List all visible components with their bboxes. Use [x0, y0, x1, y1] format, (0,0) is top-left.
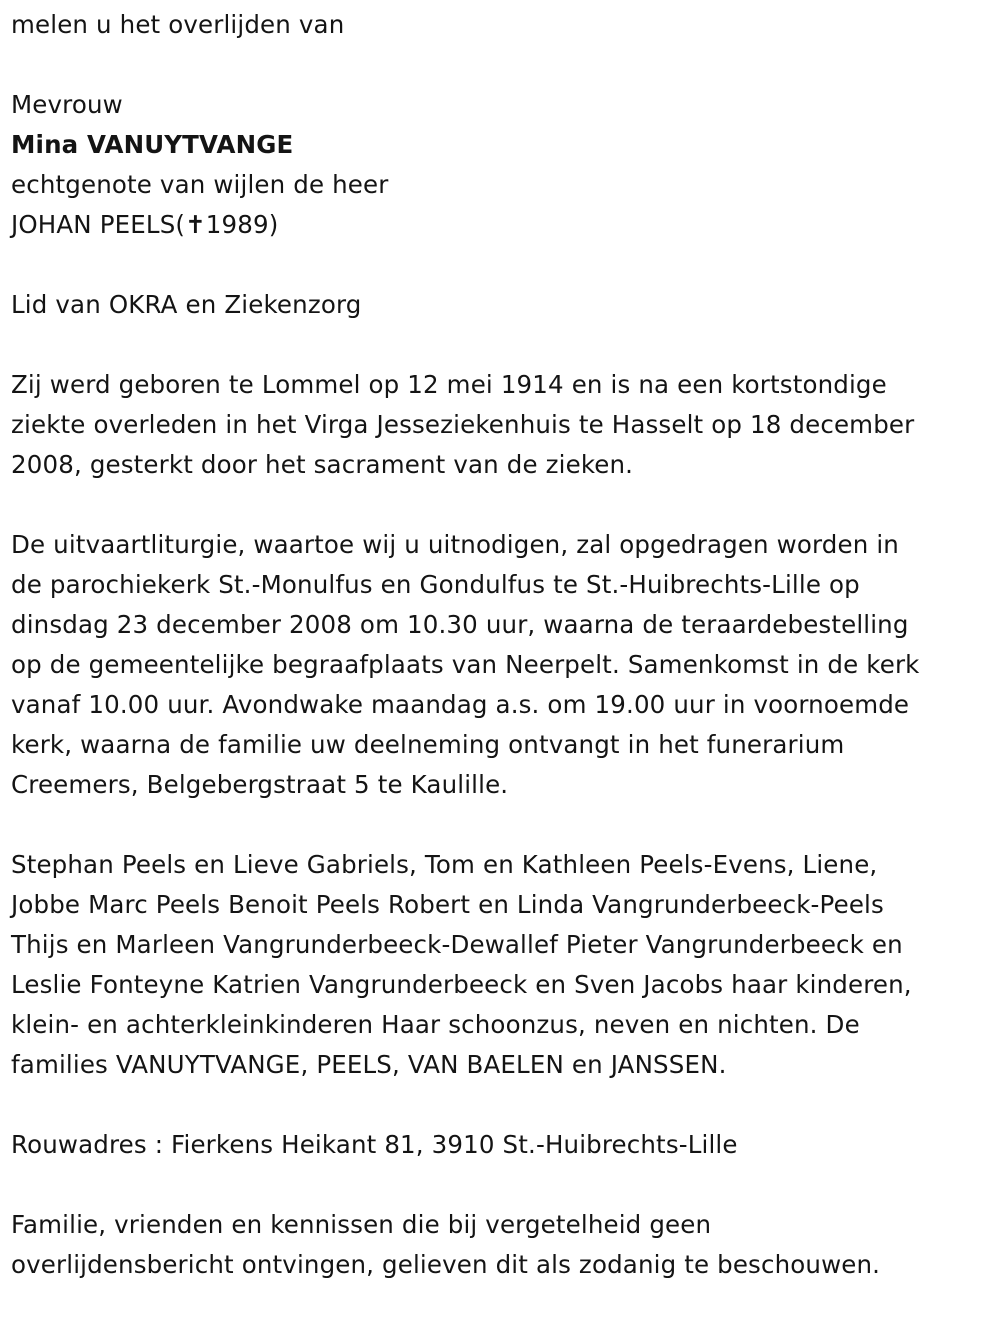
paragraph-line: klein- en achterkleinkinderen Haar schoonzus, neven en nichten. De [11, 1010, 860, 1039]
family-paragraph [11, 845, 989, 1085]
spouse-name: JOHAN PEELS(✝1989) [11, 210, 279, 239]
funeral-paragraph [11, 525, 989, 805]
spacer [11, 1165, 989, 1205]
spacer [11, 805, 989, 845]
paragraph-line: 2008, gesterkt door het sacrament van de zieken. [11, 450, 634, 479]
paragraph-line: Familie, vrienden en kennissen die bij vergetelheid geen [11, 1210, 712, 1239]
spacer [11, 325, 989, 365]
paragraph-line: vanaf 10.00 uur. Avondwake maandag a.s. om 19.00 uur in voornoemde [11, 690, 910, 719]
mourning-address: Rouwadres : Fierkens Heikant 81, 3910 St.-Huibrechts-Lille [11, 1130, 738, 1159]
paragraph-line: kerk, waarna de familie uw deelneming ontvangt in het funerarium [11, 730, 845, 759]
paragraph-line: dinsdag 23 december 2008 om 10.30 uur, waarna de teraardebestelling [11, 610, 909, 639]
paragraph-line: Jobbe Marc Peels Benoit Peels Robert en Linda Vangrunderbeeck-Peels [11, 890, 884, 919]
spouse-line: echtgenote van wijlen de heer [11, 170, 389, 199]
spacer [11, 1085, 989, 1125]
obituary-notice [11, 5, 989, 1285]
closing-paragraph [11, 1205, 989, 1285]
paragraph-line: op de gemeentelijke begraafplaats van Neerpelt. Samenkomst in de kerk [11, 650, 920, 679]
paragraph-line: de parochiekerk St.-Monulfus en Gondulfus te St.-Huibrechts-Lille op [11, 570, 860, 599]
paragraph-line: Creemers, Belgebergstraat 5 te Kaulille. [11, 770, 509, 799]
deceased-name: Mina VANUYTVANGE [11, 130, 294, 159]
paragraph-line: ziekte overleden in het Virga Jesseziekenhuis te Hasselt op 18 december [11, 410, 915, 439]
paragraph-line: families VANUYTVANGE, PEELS, VAN BAELEN en JANSSEN. [11, 1050, 727, 1079]
membership-line: Lid van OKRA en Ziekenzorg [11, 290, 362, 319]
paragraph-line: overlijdensbericht ontvingen, gelieven dit als zodanig te beschouwen. [11, 1250, 881, 1279]
salutation: Mevrouw [11, 90, 123, 119]
birth-death-paragraph [11, 365, 989, 485]
paragraph-line: Stephan Peels en Lieve Gabriels, Tom en Kathleen Peels-Evens, Liene, [11, 850, 878, 879]
paragraph-line: Thijs en Marleen Vangrunderbeeck-Dewallef Pieter Vangrunderbeeck en [11, 930, 903, 959]
paragraph-line: De uitvaartliturgie, waartoe wij u uitnodigen, zal opgedragen worden in [11, 530, 899, 559]
paragraph-line: Zij werd geboren te Lommel op 12 mei 1914 en is na een kortstondige [11, 370, 887, 399]
spacer [11, 485, 989, 525]
spacer [11, 245, 989, 285]
paragraph-line: Leslie Fonteyne Katrien Vangrunderbeeck en Sven Jacobs haar kinderen, [11, 970, 912, 999]
spacer [11, 45, 989, 85]
intro-line: melen u het overlijden van [11, 10, 345, 39]
